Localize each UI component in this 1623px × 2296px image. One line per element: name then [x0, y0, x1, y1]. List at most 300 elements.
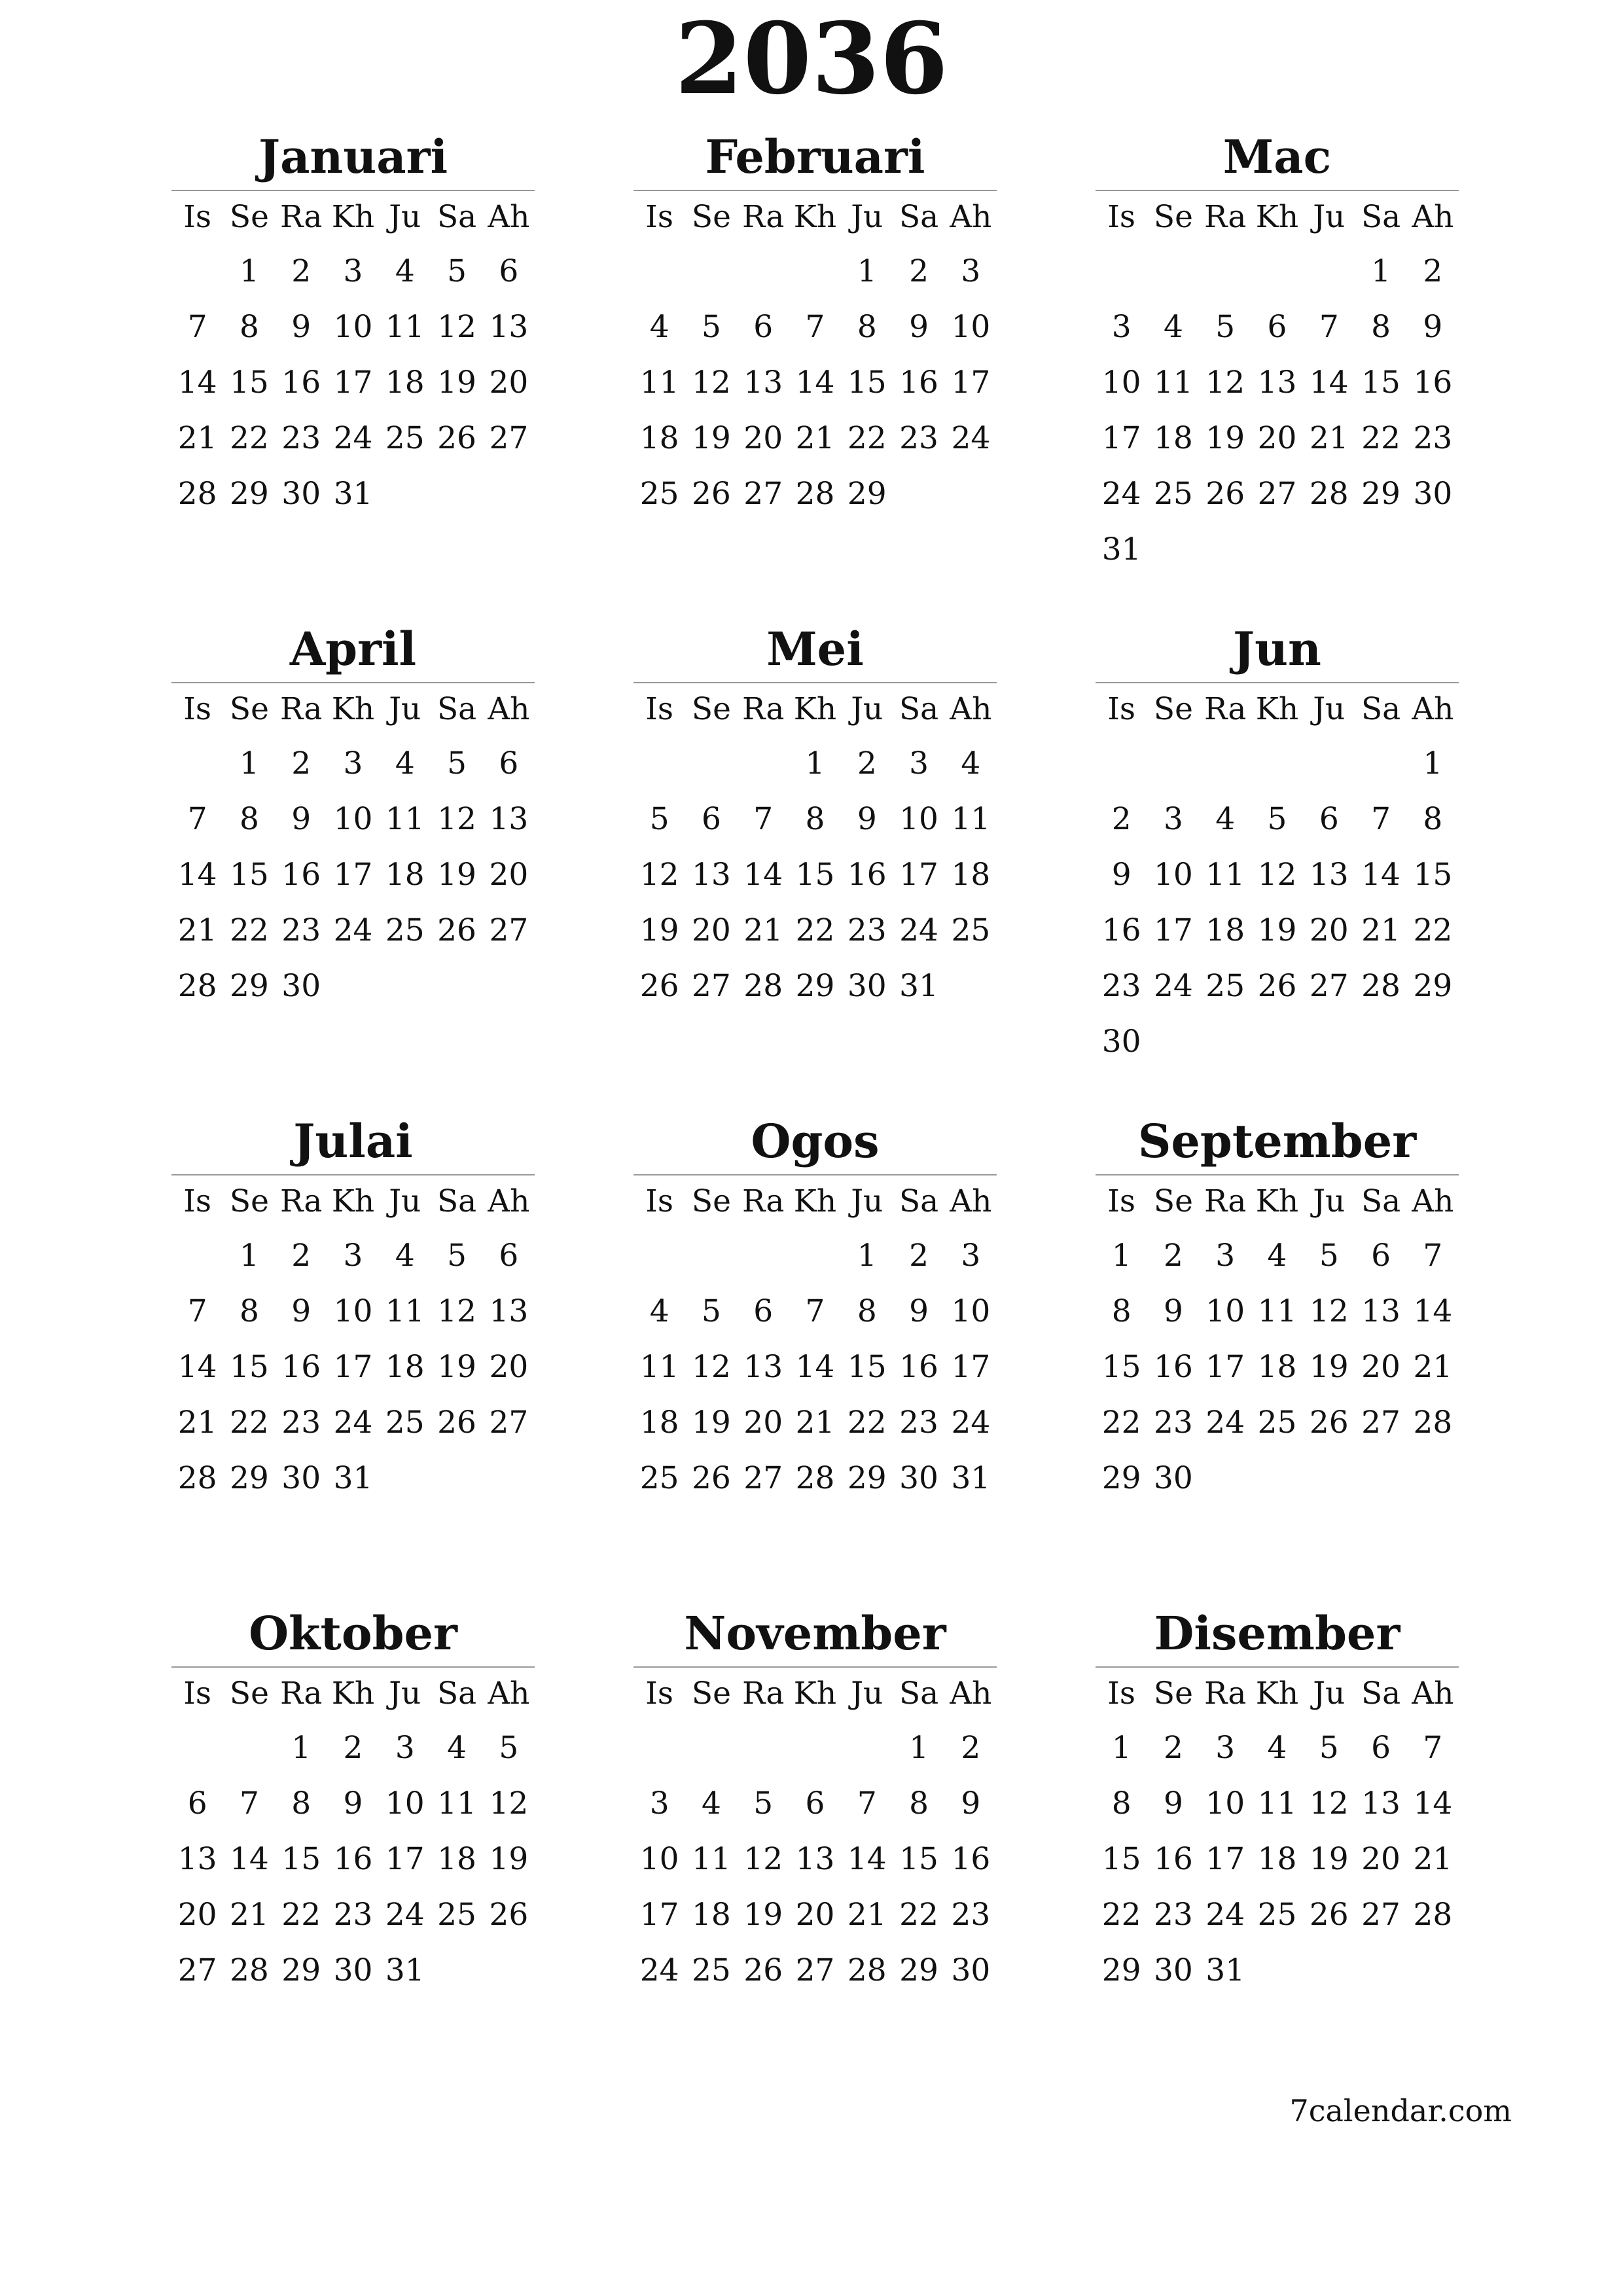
day-cell: 7: [1371, 801, 1391, 837]
empty-day-cell: [1147, 522, 1199, 577]
day-cell: 29: [230, 476, 269, 512]
day-cell: 3: [1111, 309, 1132, 345]
day-cell: 13: [177, 1841, 217, 1877]
weekday-label: Sa: [437, 1183, 477, 1219]
day-cell: 8: [1423, 801, 1443, 837]
empty-day-cell: [685, 1228, 737, 1283]
weekday-label: Kh: [331, 199, 375, 235]
weekday-label: Is: [183, 691, 211, 727]
weekday-label: Is: [645, 1676, 673, 1712]
day-cell: 29: [230, 968, 269, 1004]
day-cell: 15: [230, 1349, 269, 1385]
day-cell: 7: [805, 309, 825, 345]
week-row: [633, 1450, 997, 1506]
week-row: [633, 903, 997, 958]
weekday-label: Kh: [1255, 1676, 1299, 1712]
day-cell: 29: [899, 1952, 938, 1988]
day-cell: 6: [753, 1293, 774, 1329]
weekday-label: Se: [229, 199, 269, 235]
day-cell: 25: [951, 912, 991, 948]
day-cell: 7: [805, 1293, 825, 1329]
day-cell: 15: [1101, 1349, 1141, 1385]
empty-day-cell: [1355, 736, 1406, 791]
weekday-label: Sa: [1361, 691, 1401, 727]
day-cell: 11: [437, 1785, 476, 1821]
day-cell: 31: [333, 1460, 373, 1496]
day-cell: 20: [1309, 912, 1349, 948]
day-cell: 26: [437, 912, 476, 948]
weekday-label: Se: [1153, 1183, 1193, 1219]
month-julai: [171, 1109, 535, 1601]
month-name: Oktober: [249, 1606, 457, 1660]
week-row: [1096, 1014, 1459, 1069]
empty-day-cell: [738, 1228, 789, 1283]
day-cell: 18: [1257, 1349, 1297, 1385]
month-disember: [1096, 1601, 1459, 2093]
day-cell: 29: [1361, 476, 1400, 512]
day-cell: 26: [743, 1952, 783, 1988]
day-cell: 17: [951, 1349, 991, 1385]
empty-day-cell: [483, 1943, 535, 1998]
empty-day-cell: [1251, 522, 1303, 577]
weekday-label: Sa: [1361, 199, 1401, 235]
day-cell: 12: [1309, 1785, 1349, 1821]
weekday-label: Ju: [1313, 1183, 1346, 1219]
day-cell: 14: [177, 857, 217, 893]
week-row: [633, 958, 997, 1014]
day-cell: 19: [692, 1405, 731, 1441]
day-cell: 21: [177, 420, 217, 456]
day-cell: 23: [899, 420, 938, 456]
empty-day-cell: [1303, 1450, 1355, 1506]
day-cell: 10: [951, 309, 991, 345]
day-cell: 2: [961, 1730, 981, 1766]
day-cell: 10: [333, 309, 373, 345]
day-cell: 23: [281, 912, 321, 948]
day-cell: 4: [649, 309, 669, 345]
week-row: [171, 1776, 535, 1831]
day-cell: 5: [1319, 1730, 1339, 1766]
weekday-label: Ju: [389, 1676, 421, 1712]
day-cell: 10: [639, 1841, 679, 1877]
weekday-label: Ju: [1313, 691, 1346, 727]
day-cell: 12: [437, 309, 476, 345]
week-row: [171, 903, 535, 958]
day-cell: 12: [437, 1293, 476, 1329]
empty-day-cell: [171, 243, 223, 299]
day-cell: 5: [1215, 309, 1236, 345]
day-cell: 17: [333, 365, 373, 401]
month-februari: [633, 124, 997, 617]
day-cell: 5: [701, 1293, 721, 1329]
weekday-label: Sa: [437, 199, 477, 235]
month-name: Mei: [766, 622, 864, 676]
day-cell: 26: [489, 1897, 529, 1933]
day-cell: 1: [239, 1238, 259, 1274]
day-cell: 13: [795, 1841, 835, 1877]
day-cell: 30: [1154, 1952, 1193, 1988]
week-row: [171, 1395, 535, 1450]
day-cell: 29: [847, 1460, 887, 1496]
day-cell: 9: [1163, 1785, 1183, 1821]
week-row: [1096, 847, 1459, 903]
page-title: 2036: [675, 1, 948, 117]
day-cell: 1: [1111, 1730, 1132, 1766]
day-cell: 19: [743, 1897, 783, 1933]
day-cell: 27: [743, 476, 783, 512]
weekday-label: Kh: [1255, 199, 1299, 235]
day-cell: 8: [239, 1293, 259, 1329]
day-cell: 21: [1309, 420, 1349, 456]
day-cell: 27: [1361, 1897, 1400, 1933]
day-cell: 4: [1267, 1730, 1287, 1766]
empty-day-cell: [685, 1720, 737, 1776]
day-cell: 4: [649, 1293, 669, 1329]
day-cell: 1: [1111, 1238, 1132, 1274]
week-row: [633, 1776, 997, 1831]
day-cell: 16: [1101, 912, 1141, 948]
day-cell: 30: [1154, 1460, 1193, 1496]
day-cell: 18: [1205, 912, 1245, 948]
day-cell: 5: [447, 745, 467, 781]
week-row: [633, 466, 997, 522]
day-cell: 1: [857, 1238, 877, 1274]
weekday-label: Ah: [488, 1183, 530, 1219]
day-cell: 25: [385, 912, 425, 948]
weekday-label: Se: [691, 1676, 731, 1712]
weekday-header-row: [633, 191, 997, 243]
month-name: November: [684, 1606, 946, 1660]
weekday-label: Sa: [899, 691, 939, 727]
empty-day-cell: [1303, 1943, 1355, 1998]
day-cell: 25: [1205, 968, 1245, 1004]
day-cell: 15: [230, 365, 269, 401]
day-cell: 27: [795, 1952, 835, 1988]
day-cell: 22: [1101, 1405, 1141, 1441]
day-cell: 18: [692, 1897, 731, 1933]
day-cell: 28: [847, 1952, 887, 1988]
month-mac: [1096, 124, 1459, 617]
day-cell: 21: [1413, 1349, 1453, 1385]
day-cell: 27: [1361, 1405, 1400, 1441]
day-cell: 3: [1215, 1730, 1236, 1766]
week-row: [633, 355, 997, 410]
day-cell: 19: [437, 857, 476, 893]
day-cell: 24: [951, 420, 991, 456]
empty-day-cell: [1355, 1014, 1406, 1069]
weekday-header-row: [1096, 1668, 1459, 1720]
day-cell: 28: [795, 1460, 835, 1496]
month-januari: [171, 124, 535, 617]
weekday-label: Ah: [950, 1183, 992, 1219]
day-cell: 15: [1101, 1841, 1141, 1877]
weekday-label: Ah: [1412, 691, 1454, 727]
day-cell: 20: [1361, 1841, 1400, 1877]
day-cell: 6: [753, 309, 774, 345]
month-name: Januari: [258, 130, 448, 184]
day-cell: 20: [177, 1897, 217, 1933]
empty-day-cell: [1147, 1014, 1199, 1069]
empty-day-cell: [1200, 243, 1251, 299]
empty-day-cell: [379, 958, 431, 1014]
day-cell: 25: [1154, 476, 1193, 512]
day-cell: 3: [961, 1238, 981, 1274]
empty-day-cell: [1407, 522, 1459, 577]
weekday-label: Ra: [279, 691, 323, 727]
week-row: [1096, 1283, 1459, 1339]
week-row: [171, 1831, 535, 1887]
weekday-label: Ra: [741, 691, 785, 727]
day-cell: 11: [951, 801, 991, 837]
empty-day-cell: [789, 1720, 841, 1776]
day-cell: 28: [1309, 476, 1349, 512]
day-cell: 10: [1154, 857, 1193, 893]
day-cell: 14: [847, 1841, 887, 1877]
day-cell: 28: [1413, 1897, 1453, 1933]
empty-day-cell: [483, 466, 535, 522]
day-cell: 12: [489, 1785, 529, 1821]
day-cell: 13: [1309, 857, 1349, 893]
day-cell: 22: [1361, 420, 1400, 456]
weekday-label: Is: [645, 691, 673, 727]
day-cell: 31: [951, 1460, 991, 1496]
weekday-label: Se: [691, 1183, 731, 1219]
day-cell: 1: [239, 253, 259, 289]
week-row: [171, 1887, 535, 1943]
day-cell: 24: [899, 912, 938, 948]
day-cell: 20: [1257, 420, 1297, 456]
day-cell: 6: [187, 1785, 207, 1821]
day-cell: 26: [1257, 968, 1297, 1004]
day-cell: 14: [1361, 857, 1400, 893]
week-row: [1096, 1450, 1459, 1506]
weekday-label: Sa: [1361, 1183, 1401, 1219]
day-cell: 31: [899, 968, 938, 1004]
week-row: [1096, 1720, 1459, 1776]
day-cell: 6: [499, 1238, 519, 1274]
empty-day-cell: [1251, 1943, 1303, 1998]
empty-day-cell: [945, 958, 997, 1014]
day-cell: 4: [1267, 1238, 1287, 1274]
week-row: [1096, 466, 1459, 522]
day-cell: 30: [1101, 1024, 1141, 1060]
day-cell: 2: [291, 1238, 312, 1274]
day-cell: 6: [1371, 1238, 1391, 1274]
weekday-label: Ah: [950, 199, 992, 235]
empty-day-cell: [1303, 1014, 1355, 1069]
day-cell: 27: [692, 968, 731, 1004]
day-cell: 1: [239, 745, 259, 781]
day-cell: 19: [1309, 1349, 1349, 1385]
weekday-label: Ju: [1313, 199, 1346, 235]
day-cell: 10: [1205, 1785, 1245, 1821]
month-jun: [1096, 617, 1459, 1109]
month-name: Ogos: [751, 1114, 880, 1168]
week-row: [171, 1283, 535, 1339]
day-cell: 30: [281, 968, 321, 1004]
empty-day-cell: [171, 1228, 223, 1283]
day-cell: 14: [795, 1349, 835, 1385]
weekday-label: Se: [1153, 199, 1193, 235]
weekday-label: Kh: [331, 1183, 375, 1219]
day-cell: 12: [692, 1349, 731, 1385]
day-cell: 14: [1309, 365, 1349, 401]
day-cell: 9: [909, 309, 929, 345]
day-cell: 16: [847, 857, 887, 893]
weekday-label: Kh: [793, 691, 837, 727]
day-cell: 7: [239, 1785, 259, 1821]
day-cell: 9: [291, 1293, 312, 1329]
day-cell: 30: [899, 1460, 938, 1496]
day-cell: 18: [385, 857, 425, 893]
week-row: [171, 847, 535, 903]
day-cell: 9: [291, 801, 312, 837]
day-cell: 26: [437, 420, 476, 456]
day-cell: 4: [1163, 309, 1183, 345]
empty-day-cell: [1303, 522, 1355, 577]
month-name: Februari: [705, 130, 925, 184]
empty-day-cell: [1200, 1450, 1251, 1506]
day-cell: 7: [1423, 1238, 1443, 1274]
day-cell: 20: [692, 912, 731, 948]
weekday-label: Sa: [899, 1183, 939, 1219]
day-cell: 9: [909, 1293, 929, 1329]
day-cell: 24: [333, 912, 373, 948]
weekday-label: Ju: [389, 1183, 421, 1219]
empty-day-cell: [1147, 736, 1199, 791]
week-row: [171, 791, 535, 847]
week-row: [633, 1943, 997, 1998]
weekday-label: Se: [1153, 1676, 1193, 1712]
day-cell: 13: [1257, 365, 1297, 401]
day-cell: 5: [753, 1785, 774, 1821]
day-cell: 28: [177, 1460, 217, 1496]
weekday-label: Ra: [741, 1676, 785, 1712]
day-cell: 16: [281, 1349, 321, 1385]
week-row: [171, 736, 535, 791]
day-cell: 19: [489, 1841, 529, 1877]
day-cell: 2: [1111, 801, 1132, 837]
month-april: [171, 617, 535, 1109]
empty-day-cell: [1251, 1014, 1303, 1069]
empty-day-cell: [893, 466, 944, 522]
weekday-label: Is: [183, 199, 211, 235]
week-row: [633, 1887, 997, 1943]
day-cell: 23: [333, 1897, 373, 1933]
day-cell: 25: [385, 1405, 425, 1441]
day-cell: 15: [1361, 365, 1400, 401]
day-cell: 20: [489, 857, 529, 893]
day-cell: 16: [281, 365, 321, 401]
day-cell: 8: [291, 1785, 312, 1821]
day-cell: 7: [753, 801, 774, 837]
day-cell: 28: [1413, 1405, 1453, 1441]
day-cell: 8: [909, 1785, 929, 1821]
day-cell: 12: [1257, 857, 1297, 893]
day-cell: 1: [291, 1730, 312, 1766]
day-cell: 14: [177, 365, 217, 401]
day-cell: 27: [1309, 968, 1349, 1004]
day-cell: 31: [1101, 531, 1141, 567]
day-cell: 11: [385, 309, 425, 345]
day-cell: 22: [795, 912, 835, 948]
empty-day-cell: [841, 1720, 893, 1776]
day-cell: 29: [847, 476, 887, 512]
empty-day-cell: [1200, 1014, 1251, 1069]
day-cell: 5: [701, 309, 721, 345]
day-cell: 2: [857, 745, 877, 781]
day-cell: 8: [1111, 1293, 1132, 1329]
week-row: [633, 299, 997, 355]
day-cell: 17: [385, 1841, 425, 1877]
day-cell: 18: [639, 1405, 679, 1441]
day-cell: 28: [795, 476, 835, 512]
month-ogos: [633, 1109, 997, 1601]
week-row: [171, 1720, 535, 1776]
weekday-label: Ah: [488, 691, 530, 727]
week-row: [1096, 1395, 1459, 1450]
empty-day-cell: [738, 736, 789, 791]
weekday-label: Ah: [1412, 1676, 1454, 1712]
day-cell: 9: [857, 801, 877, 837]
empty-day-cell: [1251, 243, 1303, 299]
weekday-label: Ra: [279, 199, 323, 235]
day-cell: 10: [385, 1785, 425, 1821]
day-cell: 1: [857, 253, 877, 289]
empty-day-cell: [1147, 243, 1199, 299]
day-cell: 11: [385, 1293, 425, 1329]
weekday-label: Sa: [437, 691, 477, 727]
day-cell: 11: [385, 801, 425, 837]
day-cell: 20: [743, 420, 783, 456]
week-row: [1096, 243, 1459, 299]
empty-day-cell: [1355, 1450, 1406, 1506]
week-row: [1096, 903, 1459, 958]
week-row: [1096, 736, 1459, 791]
day-cell: 24: [1205, 1405, 1245, 1441]
weekday-label: Ra: [279, 1676, 323, 1712]
week-row: [633, 1339, 997, 1395]
day-cell: 22: [230, 420, 269, 456]
day-cell: 13: [1361, 1293, 1400, 1329]
day-cell: 10: [899, 801, 938, 837]
day-cell: 22: [1413, 912, 1453, 948]
empty-day-cell: [431, 1943, 482, 1998]
day-cell: 2: [343, 1730, 363, 1766]
day-cell: 18: [385, 365, 425, 401]
day-cell: 8: [1111, 1785, 1132, 1821]
day-cell: 6: [499, 253, 519, 289]
day-cell: 23: [899, 1405, 938, 1441]
weekday-label: Is: [183, 1183, 211, 1219]
day-cell: 4: [395, 253, 415, 289]
empty-day-cell: [1251, 736, 1303, 791]
day-cell: 18: [639, 420, 679, 456]
day-cell: 13: [489, 801, 529, 837]
day-cell: 16: [899, 1349, 938, 1385]
day-cell: 30: [281, 476, 321, 512]
week-row: [1096, 958, 1459, 1014]
day-cell: 8: [857, 309, 877, 345]
day-cell: 13: [489, 309, 529, 345]
day-cell: 21: [847, 1897, 887, 1933]
day-cell: 23: [1413, 420, 1453, 456]
empty-day-cell: [633, 1720, 685, 1776]
day-cell: 25: [437, 1897, 476, 1933]
day-cell: 14: [795, 365, 835, 401]
weekday-label: Ah: [950, 1676, 992, 1712]
month-name: Disember: [1154, 1606, 1400, 1660]
